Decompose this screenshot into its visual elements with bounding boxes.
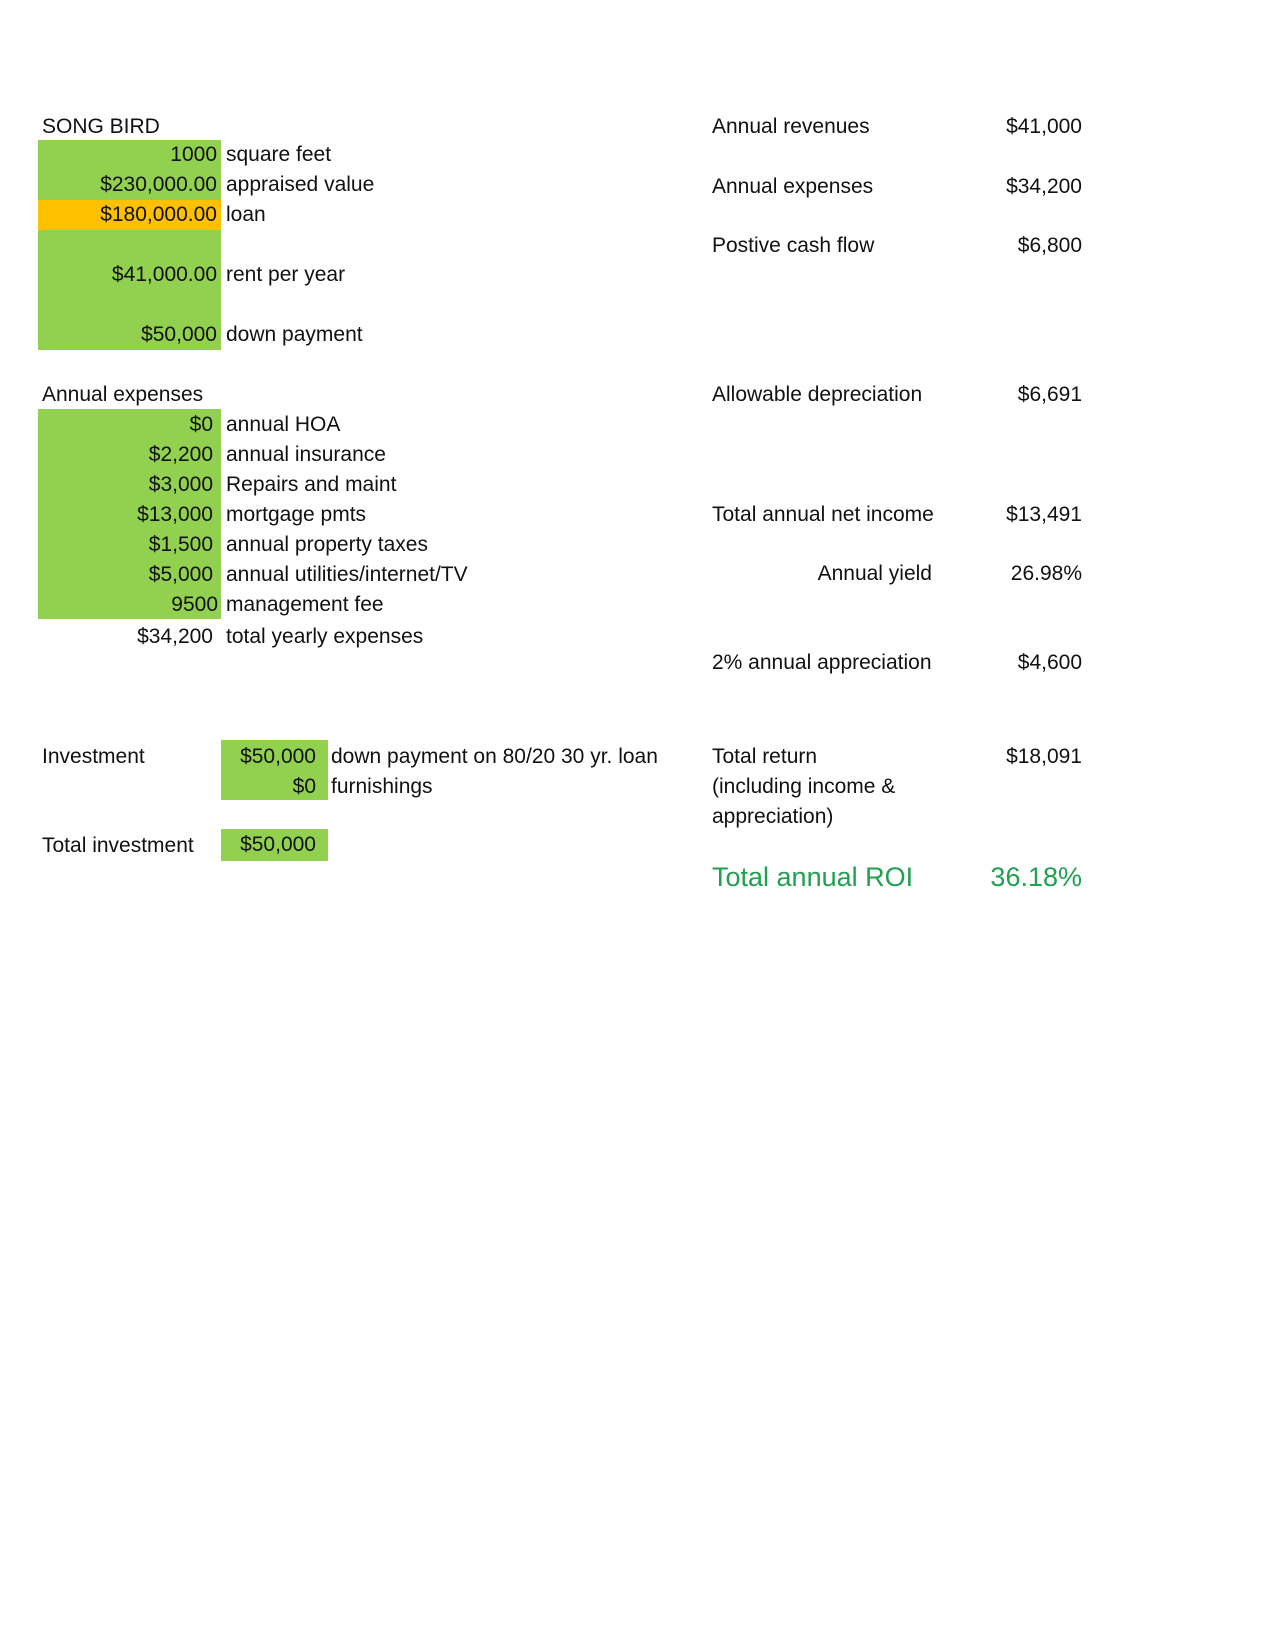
revenues-value: $41,000 <box>1006 115 1082 138</box>
property-taxes-label: annual property taxes <box>226 533 428 556</box>
roi-label: Total annual ROI <box>712 862 914 892</box>
roi-value: 36.18% <box>990 862 1082 892</box>
net-income-value: $13,491 <box>1006 503 1082 526</box>
total-expenses-value: $34,200 <box>137 625 213 648</box>
rent-label: rent per year <box>226 263 346 286</box>
insurance-label: annual insurance <box>226 443 386 466</box>
repairs-label: Repairs and maint <box>226 473 397 496</box>
yield-label: Annual yield <box>817 562 932 585</box>
input-cell-down-payment[interactable] <box>38 290 221 350</box>
cash-flow-value: $6,800 <box>1017 234 1082 257</box>
repairs-value[interactable]: $3,000 <box>148 473 213 496</box>
total-investment-value: $50,000 <box>240 833 316 856</box>
property-taxes-value[interactable]: $1,500 <box>148 533 213 556</box>
down-payment-label: down payment <box>226 323 363 346</box>
yield-value: 26.98% <box>1010 562 1082 585</box>
net-income-label: Total annual net income <box>712 503 934 526</box>
appreciation-label: 2% annual appreciation <box>712 651 932 674</box>
furnishings-label: furnishings <box>331 775 433 798</box>
total-return-label-3: appreciation) <box>712 805 834 828</box>
loan-label: loan <box>226 203 266 226</box>
appraised-value: $230,000.00 <box>100 173 217 196</box>
sqft-label: square feet <box>226 143 332 166</box>
loan-value: $180,000.00 <box>100 203 217 226</box>
furnishings-value[interactable]: $0 <box>292 775 316 798</box>
input-cell-sqft[interactable] <box>38 140 221 170</box>
revenues-label: Annual revenues <box>712 115 870 138</box>
depreciation-label: Allowable depreciation <box>712 383 923 406</box>
down-payment-value: $50,000 <box>141 323 217 346</box>
appraised-label: appraised value <box>226 173 375 196</box>
management-fee-value[interactable]: 9500 <box>171 593 218 616</box>
investment-down-value[interactable]: $50,000 <box>240 745 316 768</box>
total-investment-cell[interactable] <box>221 829 328 861</box>
total-investment-label: Total investment <box>42 834 194 857</box>
hoa-label: annual HOA <box>226 413 341 436</box>
expenses-title: Annual expenses <box>42 383 204 406</box>
investment-down-label: down payment on 80/20 30 yr. loan <box>331 745 658 768</box>
hoa-value[interactable]: $0 <box>189 413 213 436</box>
sqft-value: 1000 <box>170 143 217 166</box>
utilities-value[interactable]: $5,000 <box>148 563 213 586</box>
appreciation-value: $4,600 <box>1017 651 1082 674</box>
rent-value: $41,000.00 <box>111 263 217 286</box>
total-return-value: $18,091 <box>1006 745 1082 768</box>
depreciation-value: $6,691 <box>1017 383 1082 406</box>
input-cell-rent[interactable] <box>38 230 221 290</box>
summary-expenses-value: $34,200 <box>1006 175 1082 198</box>
cash-flow-label: Postive cash flow <box>712 234 875 257</box>
investment-label: Investment <box>42 745 145 768</box>
property-title: SONG BIRD <box>42 115 160 138</box>
insurance-value[interactable]: $2,200 <box>148 443 213 466</box>
total-return-label-1: Total return <box>712 745 818 768</box>
input-cell-loan[interactable] <box>38 200 221 230</box>
utilities-label: annual utilities/internet/TV <box>226 563 468 586</box>
summary-expenses-label: Annual expenses <box>712 175 874 198</box>
total-expenses-label: total yearly expenses <box>226 625 424 648</box>
total-return-label-2: (including income & <box>712 775 896 798</box>
input-cell-appraised[interactable] <box>38 170 221 200</box>
mortgage-label: mortgage pmts <box>226 503 367 526</box>
management-fee-label: management fee <box>226 593 384 616</box>
mortgage-value[interactable]: $13,000 <box>137 503 213 526</box>
